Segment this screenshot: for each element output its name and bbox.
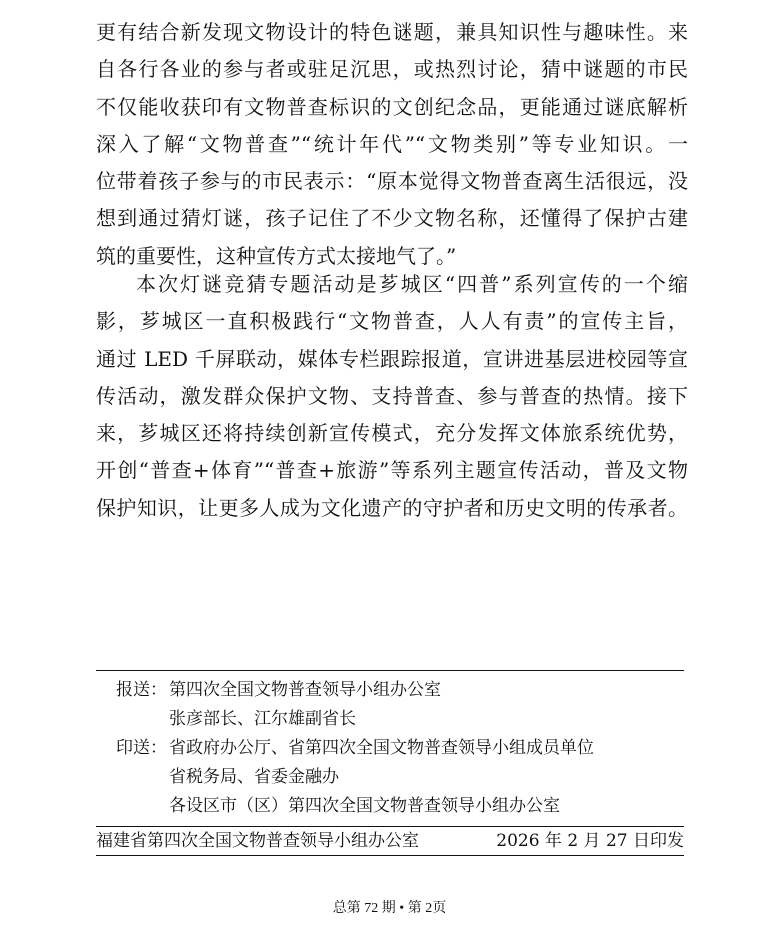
paragraph-line: 更有结合新发现文物设计的特色谜题，兼具知识性与趣味性。来 xyxy=(96,20,688,44)
distribution-bottom-rule xyxy=(96,855,684,856)
paragraph-line: 深入了解“文物普查”“统计年代”“文物类别”等专业知识。一 xyxy=(96,131,688,156)
paragraph-line: 不仅能收获印有文物普查标识的文创纪念品，更能通过谜底解析 xyxy=(96,94,688,119)
body-paragraph-1 xyxy=(96,14,688,275)
copy-recipient: 各设区市（区）第四次全国文物普查领导小组办公室 xyxy=(169,796,560,816)
paragraph-line: 保护知识，让更多人成为文化遗产的守护者和历史文明的传承者。 xyxy=(96,495,688,520)
body-paragraph-2 xyxy=(96,266,688,527)
paragraph-line: 想到通过猜灯谜，孩子记住了不少文物名称，还懂得了保护古建 xyxy=(96,206,688,231)
paragraph-line: 筑的重要性，这种宣传方式太接地气了。” xyxy=(96,243,457,268)
distribution-top-rule xyxy=(96,670,684,671)
report-recipient: 张彦部长、江尔雄副省长 xyxy=(169,709,356,729)
report-label: 报送： xyxy=(116,680,167,700)
copy-label: 印送： xyxy=(116,738,167,758)
paragraph-line: 传活动，激发群众保护文物、支持普查、参与普查的热情。接下 xyxy=(96,383,688,408)
paragraph-line: 本次灯谜竞猜专题活动是芗城区“四普”系列宣传的一个缩 xyxy=(136,272,688,296)
copy-recipient: 省税务局、省委金融办 xyxy=(169,767,339,787)
paragraph-line: 通过 LED 千屏联动，媒体专栏跟踪报道，宣讲进基层进校园等宣 xyxy=(96,346,688,371)
issuer-name: 福建省第四次全国文物普查领导小组办公室 xyxy=(96,831,419,851)
paragraph-line: 来，芗城区还将持续创新宣传模式，充分发挥文体旅系统优势， xyxy=(96,421,688,446)
paragraph-line: 影，芗城区一直积极践行“文物普查，人人有责”的宣传主旨， xyxy=(96,309,688,334)
paragraph-line: 自各行各业的参与者或驻足沉思，或热烈讨论，猜中谜题的市民 xyxy=(96,57,688,82)
copy-recipient: 省政府办公厅、省第四次全国文物普查领导小组成员单位 xyxy=(169,738,594,758)
paragraph-line: 位带着孩子参与的市民表示：“原本觉得文物普查离生活很远，没 xyxy=(96,169,688,194)
issue-date: 2026 年 2 月 27 日印发 xyxy=(496,831,684,851)
paragraph-line: 开创“普查+体育”“普查+旅游”等系列主题宣传活动，普及文物 xyxy=(96,458,688,483)
report-recipient: 第四次全国文物普查领导小组办公室 xyxy=(169,680,441,700)
page-number: 总第 72 期 • 第 2页 xyxy=(332,901,447,916)
